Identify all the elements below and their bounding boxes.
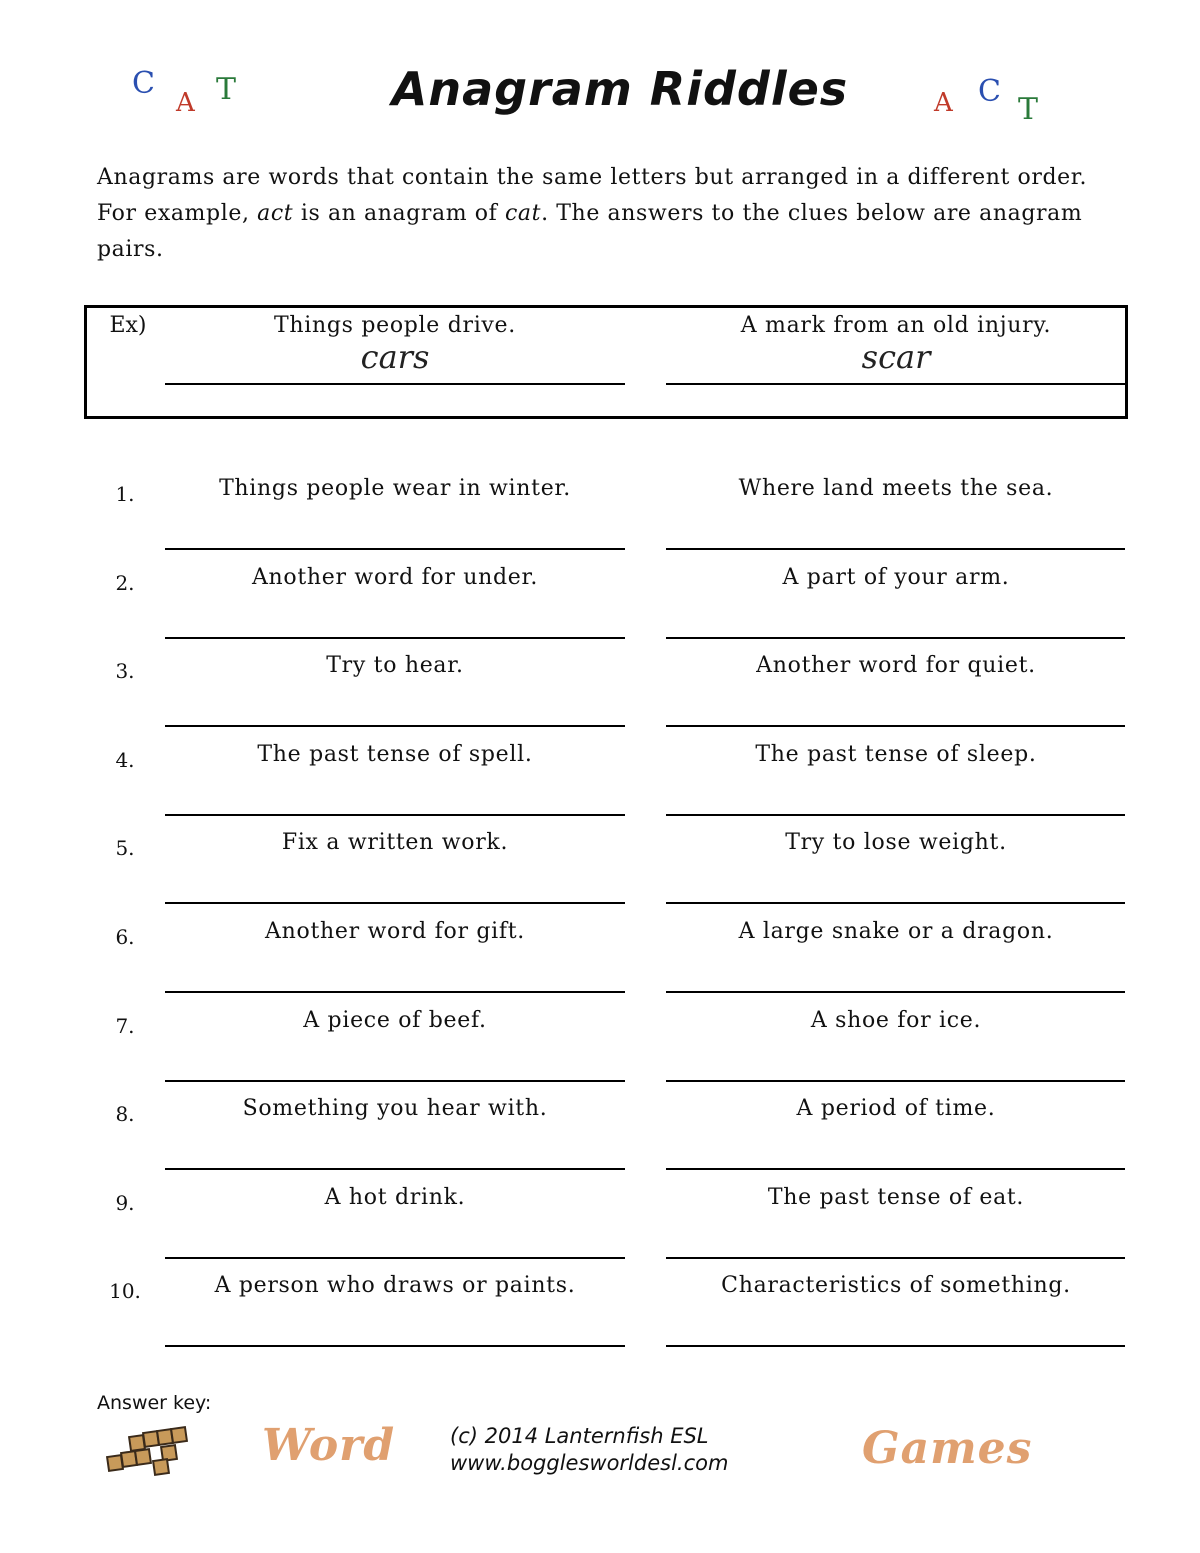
intro-text-2: is an anagram of	[293, 201, 505, 226]
riddle-left-answer-line[interactable]	[165, 725, 625, 727]
riddle-right-answer-line[interactable]	[666, 548, 1125, 550]
riddle-right-answer-line[interactable]	[666, 725, 1125, 727]
riddle-left-clue: Things people wear in winter.	[219, 476, 571, 501]
intro-word-cat: cat	[505, 201, 542, 226]
riddle-left-clue: Another word for gift.	[265, 919, 525, 944]
riddle-right-answer-line[interactable]	[666, 991, 1125, 993]
riddle-number: 5.	[115, 836, 135, 860]
decor-letter-a: A	[176, 88, 195, 118]
word-tiles-logo-icon	[102, 1422, 202, 1480]
riddle-left-clue: Try to hear.	[326, 653, 464, 678]
intro-word-act: act	[257, 201, 294, 226]
decor-letter-t: T	[216, 72, 237, 107]
riddle-right-clue: A period of time.	[796, 1096, 996, 1121]
riddle-left-answer-line[interactable]	[165, 548, 625, 550]
riddle-number: 7.	[115, 1014, 135, 1038]
example-right-clue: A mark from an old injury.	[740, 313, 1052, 338]
riddle-right-clue: Where land meets the sea.	[738, 476, 1054, 501]
riddle-right-clue: Another word for quiet.	[756, 653, 1036, 678]
riddle-left-answer-line[interactable]	[165, 637, 625, 639]
riddle-number: 1.	[115, 482, 135, 506]
logo-games-text: Games	[862, 1423, 1033, 1474]
page-title: Anagram Riddles	[391, 62, 849, 116]
answer-key-label: Answer key:	[97, 1392, 212, 1414]
riddle-left-answer-line[interactable]	[165, 902, 625, 904]
riddle-number: 4.	[115, 748, 135, 772]
riddle-right-answer-line[interactable]	[666, 1345, 1125, 1347]
riddle-number: 3.	[115, 659, 135, 683]
example-left-answer: cars	[360, 338, 430, 376]
example-left-answer-line	[165, 383, 625, 385]
riddle-right-answer-line[interactable]	[666, 1257, 1125, 1259]
example-right-answer: scar	[861, 338, 931, 376]
website-url: www.bogglesworldesl.com	[450, 1451, 729, 1475]
decor-letter-a: A	[934, 88, 953, 118]
riddle-right-clue: Try to lose weight.	[785, 830, 1007, 855]
riddle-left-clue: A person who draws or paints.	[214, 1273, 576, 1298]
intro-text-3: . The answers to the clues below are anagram pairs.	[97, 201, 1083, 262]
riddle-number: 2.	[115, 571, 135, 595]
riddle-right-clue: A large snake or a dragon.	[738, 919, 1054, 944]
decor-letter-c: C	[978, 74, 1001, 109]
riddle-left-answer-line[interactable]	[165, 1257, 625, 1259]
copyright-line: (c) 2014 Lanternfish ESL	[450, 1424, 709, 1448]
copyright-block	[450, 1423, 728, 1477]
riddle-left-answer-line[interactable]	[165, 1345, 625, 1347]
riddle-left-clue: Something you hear with.	[242, 1096, 548, 1121]
riddle-right-answer-line[interactable]	[666, 902, 1125, 904]
logo-word-text: Word	[262, 1420, 396, 1471]
riddle-right-answer-line[interactable]	[666, 637, 1125, 639]
decor-letter-t: T	[1018, 92, 1039, 127]
riddle-left-answer-line[interactable]	[165, 1080, 625, 1082]
riddle-number: 9.	[115, 1191, 135, 1215]
riddle-number: 8.	[115, 1102, 135, 1126]
example-left-clue: Things people drive.	[274, 313, 516, 338]
example-label: Ex)	[109, 313, 147, 338]
riddle-left-clue: Another word for under.	[251, 565, 539, 590]
riddle-right-clue: Characteristics of something.	[721, 1273, 1071, 1298]
riddle-left-clue: The past tense of spell.	[257, 742, 533, 767]
intro-text-1: Anagrams are words that contain the same letters but arranged in a different order. For example,	[97, 165, 1088, 226]
riddle-left-clue: A hot drink.	[324, 1185, 466, 1210]
intro-paragraph	[97, 160, 1127, 268]
riddle-left-answer-line[interactable]	[165, 1168, 625, 1170]
riddle-right-answer-line[interactable]	[666, 1080, 1125, 1082]
riddle-right-clue: The past tense of eat.	[767, 1185, 1025, 1210]
riddle-left-answer-line[interactable]	[165, 991, 625, 993]
riddle-right-clue: A shoe for ice.	[810, 1008, 982, 1033]
riddle-right-clue: The past tense of sleep.	[755, 742, 1037, 767]
riddle-right-clue: A part of your arm.	[782, 565, 1010, 590]
riddle-right-answer-line[interactable]	[666, 1168, 1125, 1170]
riddle-right-answer-line[interactable]	[666, 814, 1125, 816]
riddle-left-answer-line[interactable]	[165, 814, 625, 816]
decor-letter-c: C	[132, 66, 155, 101]
riddle-left-clue: Fix a written work.	[281, 830, 509, 855]
example-right-answer-line	[666, 383, 1125, 385]
riddle-left-clue: A piece of beef.	[303, 1008, 487, 1033]
riddle-number: 10.	[109, 1279, 141, 1303]
riddle-number: 6.	[115, 925, 135, 949]
